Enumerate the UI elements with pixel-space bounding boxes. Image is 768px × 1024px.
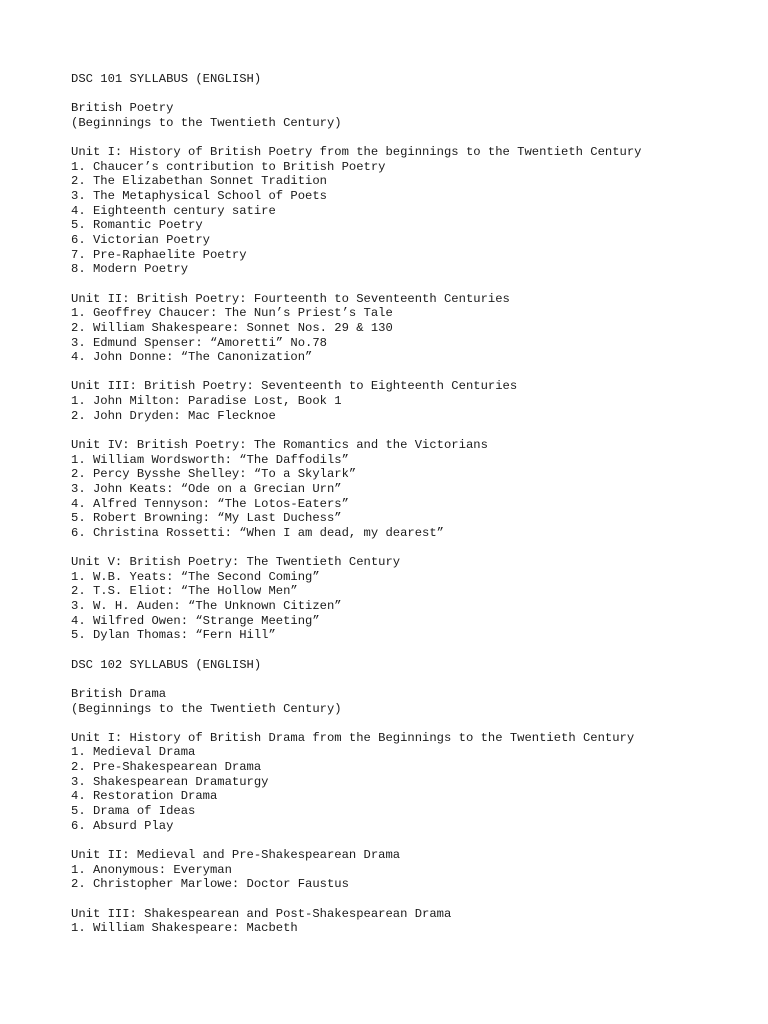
doc-line: Unit V: British Poetry: The Twentieth Century <box>71 555 401 570</box>
doc-line: DSC 102 SYLLABUS (ENGLISH) <box>71 657 262 672</box>
doc-line <box>71 716 751 731</box>
doc-line: 3. The Metaphysical School of Poets <box>71 189 327 204</box>
doc-line: (Beginnings to the Twentieth Century) <box>71 701 342 716</box>
doc-line: 5. Drama of Ideas <box>71 804 196 819</box>
doc-line: 2. Pre-Shakespearean Drama <box>71 760 262 775</box>
doc-line: 2. Christopher Marlowe: Doctor Faustus <box>71 877 349 892</box>
doc-line: 2. T.S. Eliot: “The Hollow Men” <box>71 584 298 599</box>
doc-line <box>71 833 751 848</box>
doc-line: Unit III: British Poetry: Seventeenth to Eighteenth Centuries <box>71 379 518 394</box>
doc-line: 6. Absurd Play <box>71 818 174 833</box>
doc-line: 8. Modern Poetry <box>71 262 189 277</box>
doc-line <box>71 87 751 102</box>
doc-line: 5. Romantic Poetry <box>71 218 203 233</box>
doc-line: 6. Christina Rossetti: “When I am dead, my dearest” <box>71 525 444 540</box>
doc-line <box>71 131 751 146</box>
doc-line: 2. William Shakespeare: Sonnet Nos. 29 & 130 <box>71 320 393 335</box>
doc-line: 1. William Shakespeare: Macbeth <box>71 921 298 936</box>
doc-line: 4. Eighteenth century satire <box>71 203 276 218</box>
doc-line: British Drama <box>71 686 167 701</box>
doc-line <box>71 643 751 658</box>
syllabus-document <box>71 72 751 936</box>
doc-line: 7. Pre-Raphaelite Poetry <box>71 247 247 262</box>
doc-line: 1. William Wordsworth: “The Daffodils” <box>71 452 349 467</box>
doc-line: 4. Alfred Tennyson: “The Lotos-Eaters” <box>71 496 349 511</box>
doc-line: 1. Geoffrey Chaucer: The Nun’s Priest’s Tale <box>71 306 393 321</box>
doc-line: 1. Anonymous: Everyman <box>71 862 232 877</box>
doc-line <box>71 365 751 380</box>
doc-line: 3. W. H. Auden: “The Unknown Citizen” <box>71 599 342 614</box>
doc-line: 1. W.B. Yeats: “The Second Coming” <box>71 569 320 584</box>
doc-line: 5. Robert Browning: “My Last Duchess” <box>71 511 342 526</box>
doc-line: 2. John Dryden: Mac Flecknoe <box>71 408 276 423</box>
doc-line <box>71 541 751 556</box>
doc-line: 1. Chaucer’s contribution to British Poetry <box>71 159 386 174</box>
doc-line <box>71 892 751 907</box>
doc-line <box>71 277 751 292</box>
doc-line: Unit I: History of British Poetry from the beginnings to the Twentieth Century <box>71 145 642 160</box>
doc-line <box>71 672 751 687</box>
doc-line: Unit IV: British Poetry: The Romantics and the Victorians <box>71 438 488 453</box>
doc-line: (Beginnings to the Twentieth Century) <box>71 115 342 130</box>
doc-line: Unit II: British Poetry: Fourteenth to Seventeenth Centuries <box>71 291 510 306</box>
doc-line: Unit III: Shakespearean and Post-Shakespearean Drama <box>71 906 452 921</box>
doc-line: 2. Percy Bysshe Shelley: “To a Skylark” <box>71 467 357 482</box>
doc-line: 4. John Donne: “The Canonization” <box>71 350 313 365</box>
doc-line: 6. Victorian Poetry <box>71 233 210 248</box>
doc-line: Unit I: History of British Drama from the Beginnings to the Twentieth Century <box>71 730 635 745</box>
doc-line: 3. John Keats: “Ode on a Grecian Urn” <box>71 481 342 496</box>
doc-line: 3. Edmund Spenser: “Amoretti” No.78 <box>71 335 327 350</box>
doc-line: Unit II: Medieval and Pre-Shakespearean Drama <box>71 847 401 862</box>
doc-line: 4. Wilfred Owen: “Strange Meeting” <box>71 613 320 628</box>
doc-line: 1. Medieval Drama <box>71 745 196 760</box>
doc-line: 1. John Milton: Paradise Lost, Book 1 <box>71 394 342 409</box>
doc-line: 5. Dylan Thomas: “Fern Hill” <box>71 628 276 643</box>
doc-line: 2. The Elizabethan Sonnet Tradition <box>71 174 327 189</box>
doc-line <box>71 423 751 438</box>
doc-line: DSC 101 SYLLABUS (ENGLISH) <box>71 72 262 86</box>
doc-line: 3. Shakespearean Dramaturgy <box>71 774 269 789</box>
doc-line: British Poetry <box>71 101 174 116</box>
doc-line: 4. Restoration Drama <box>71 789 218 804</box>
